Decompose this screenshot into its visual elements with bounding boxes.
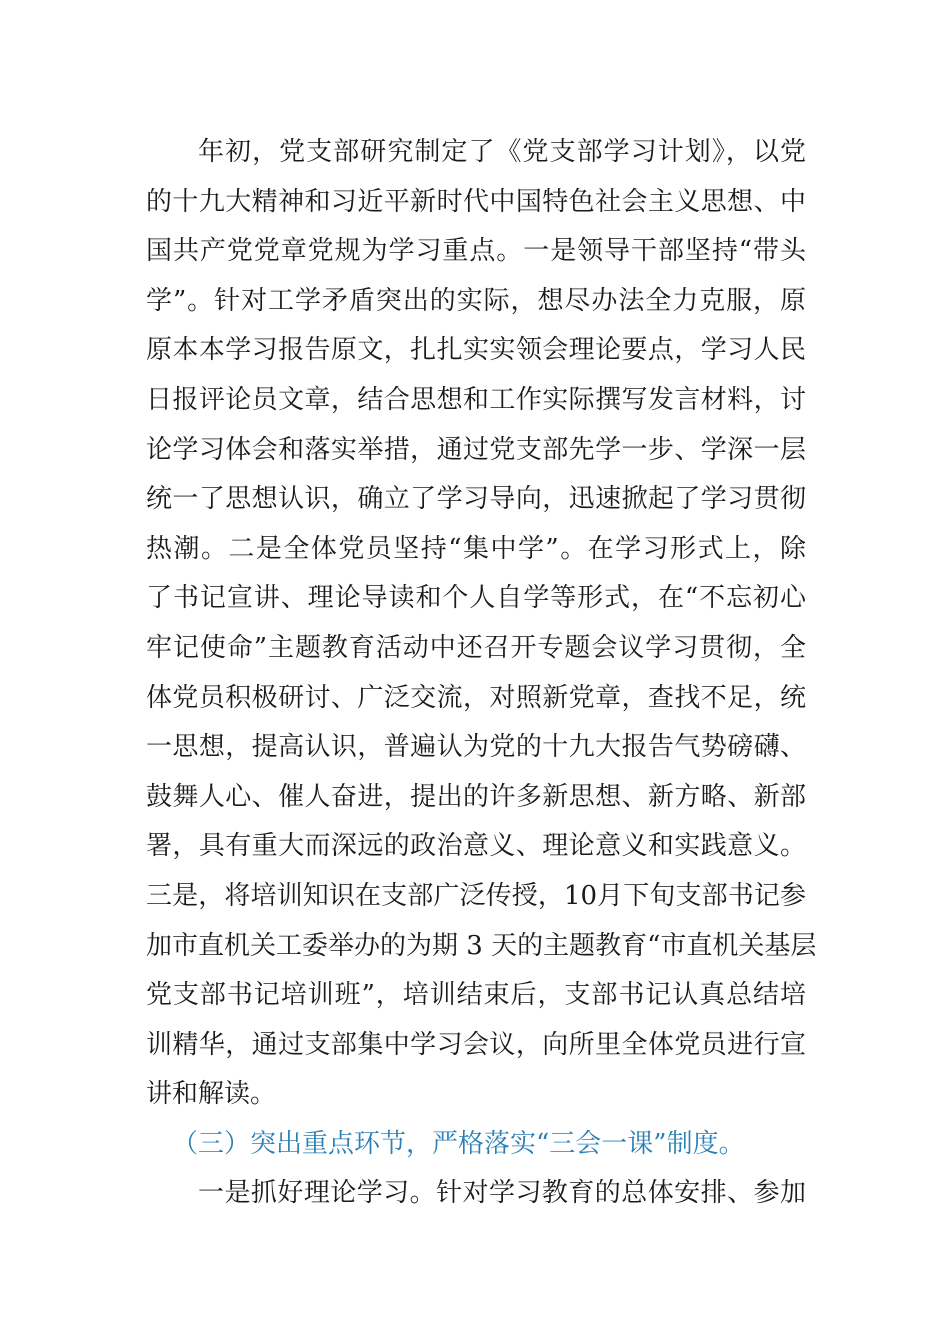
paragraph-line: 党支部书记培训班”，培训结束后，支部书记认真总结培 bbox=[146, 980, 806, 1011]
paragraph-line: 牢记使命”主题教育活动中还召开专题会议学习贯彻，全 bbox=[146, 632, 806, 663]
paragraph-line: 日报评论员文章，结合思想和工作实际撰写发言材料，讨 bbox=[146, 384, 806, 415]
paragraph-line: 鼓舞人心、催人奋进，提出的许多新思想、新方略、新部 bbox=[146, 781, 806, 812]
paragraph-line: 论学习体会和落实举措，通过党支部先学一步、学深一层 bbox=[146, 434, 806, 465]
paragraph-line: 原本本学习报告原文，扎扎实实领会理论要点，学习人民 bbox=[146, 335, 806, 366]
paragraph-line: 体党员积极研讨、广泛交流，对照新党章，查找不足，统 bbox=[146, 682, 806, 713]
body-text bbox=[146, 128, 817, 1219]
paragraph-line: 热潮。二是全体党员坚持“集中学”。在学习形式上，除 bbox=[146, 533, 806, 564]
section-heading: （三）突出重点环节，严格落实“三会一课”制度。 bbox=[172, 1128, 745, 1159]
paragraph-line: 国共产党党章党规为学习重点。一是领导干部坚持“带头 bbox=[146, 236, 806, 267]
paragraph-line: 年初，党支部研究制定了《党支部学习计划》，以党 bbox=[198, 137, 806, 167]
paragraph-line: 加市直机关工委举办的为期 3 天的主题教育“市直机关基层 bbox=[146, 930, 817, 961]
paragraph-line: 讲和解读。 bbox=[146, 1079, 277, 1110]
paragraph-line: 统一了思想认识，确立了学习导向，迅速掀起了学习贯彻 bbox=[146, 484, 806, 515]
paragraph-line: 署，具有重大而深远的政治意义、理论意义和实践意义。 bbox=[146, 831, 806, 862]
paragraph-line: 的十九大精神和习近平新时代中国特色社会主义思想、中 bbox=[146, 186, 806, 217]
paragraph-line: 训精华，通过支部集中学习会议，向所里全体党员进行宣 bbox=[146, 1029, 806, 1060]
paragraph-line: 了书记宣讲、理论导读和个人自学等形式，在“不忘初心 bbox=[146, 583, 806, 614]
paragraph-line: 三是，将培训知识在支部广泛传授，10月下旬支部书记参 bbox=[146, 880, 806, 911]
paragraph-line: 一思想，提高认识，普遍认为党的十九大报告气势磅礴、 bbox=[146, 732, 806, 763]
paragraph-line: 学”。针对工学矛盾突出的实际，想尽办法全力克服，原 bbox=[146, 285, 806, 316]
paragraph-line: 一是抓好理论学习。针对学习教育的总体安排、参加 bbox=[198, 1178, 806, 1209]
